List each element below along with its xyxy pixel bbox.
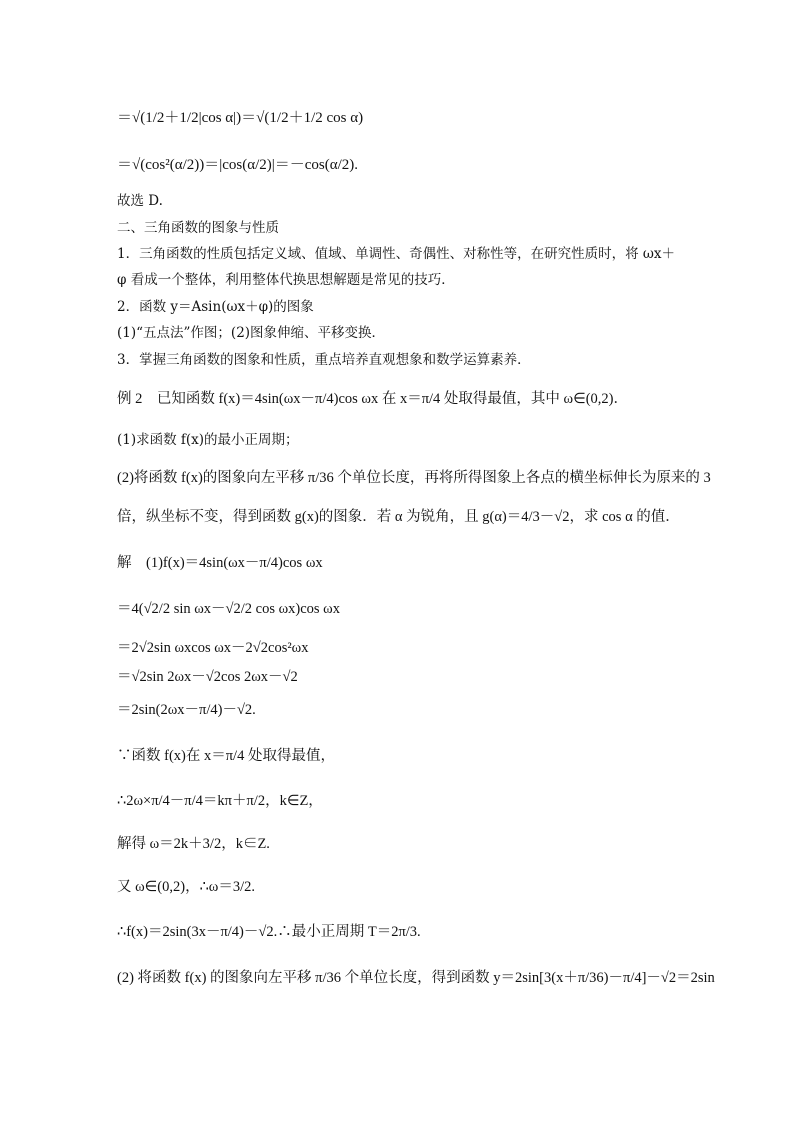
example-heading: 例 2 已知函数 f(x)＝4sin(ωx－π/4)cos ωx 在 x＝π/4 处取得最值，其中 ω∈(0,2)．: [117, 391, 629, 407]
solution-line: ∴f(x)＝2sin(3x－π/4)－√2.∴最小正周期 T＝2π/3.: [117, 924, 421, 940]
solution-line: 又 ω∈(0,2)，∴ω＝3/2.: [117, 879, 256, 895]
solution-line: ∴2ω×π/4－π/4＝kπ＋π/2，k∈Z，: [117, 793, 323, 809]
solution-line: ＝2√2sin ωxcos ωx－2√2cos²ωx: [117, 640, 309, 656]
paragraph-line: 3．掌握三角函数的图象和性质，重点培养直观想象和数学运算素养．: [117, 352, 531, 368]
conclusion-text: 故选 D.: [117, 193, 163, 209]
solution-line: ＝2sin(2ωx－π/4)－√2.: [117, 702, 256, 718]
formula-line-1: ＝√(1/2＋1/2|cos α|)＝√(1/2＋1/2 cos α): [117, 110, 364, 126]
paragraph-line: (1)“五点法”作图；(2)图象伸缩、平移变换．: [117, 325, 386, 341]
solution-line: 解 (1)f(x)＝4sin(ωx－π/4)cos ωx: [117, 555, 323, 571]
solution-line: ∵函数 f(x)在 x＝π/4 处取得最值，: [117, 748, 335, 764]
formula-line-2: ＝√(cos²(α/2))＝|cos(α/2)|＝－cos(α/2).: [117, 157, 359, 173]
paragraph-line: 1．三角函数的性质包括定义域、值域、单调性、奇偶性、对称性等，在研究性质时，将 ωx＋: [117, 246, 676, 262]
question-part-2: (2)将函数 f(x)的图象向左平移 π/36 个单位长度，再将所得图象上各点的横坐标伸长为原来的 3: [117, 470, 711, 486]
paragraph-line: 2．函数 y＝Asin(ωx＋φ)的图象: [117, 299, 314, 315]
solution-line: (2) 将函数 f(x) 的图象向左平移 π/36 个单位长度，得到函数 y＝2sin[3(x＋π/36)－π/4]－√2＝2sin: [117, 970, 715, 986]
solution-line: ＝√2sin 2ωx－√2cos 2ωx－√2: [117, 669, 298, 685]
paragraph-line: φ 看成一个整体，利用整体代换思想解题是常见的技巧．: [117, 272, 455, 288]
question-part-2-cont: 倍，纵坐标不变，得到函数 g(x)的图象．若 α 为锐角，且 g(α)＝4/3－√2，求 cos α 的值．: [117, 509, 680, 525]
question-part-1: (1)求函数 f(x)的最小正周期；: [117, 432, 299, 448]
solution-line: ＝4(√2/2 sin ωx－√2/2 cos ωx)cos ωx: [117, 601, 340, 617]
section-heading: 二、三角函数的图象与性质: [117, 220, 279, 236]
solution-line: 解得 ω＝2k＋3/2，k∈Z.: [117, 836, 270, 852]
